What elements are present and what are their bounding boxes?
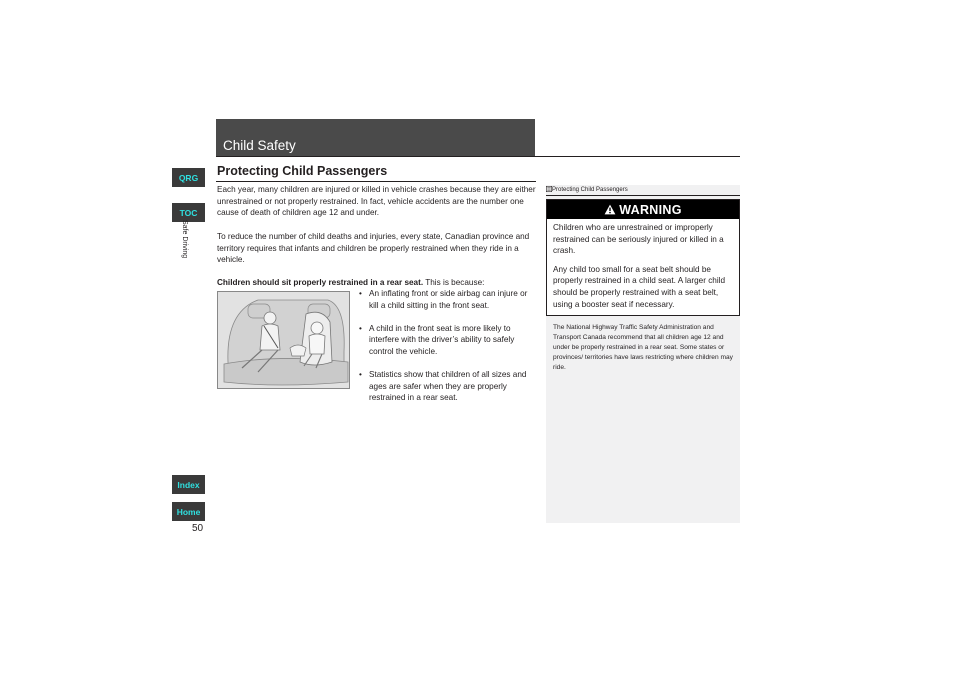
sidebar-reference — [546, 186, 740, 193]
list-item: • A child in the front seat is more likely to interfere with the driver’s ability to safely control the vehicle. — [359, 323, 537, 358]
heading-divider — [216, 181, 536, 182]
warning-box — [546, 199, 740, 316]
page-number: 50 — [192, 523, 204, 534]
warning-paragraph: Any child too small for a seat belt should be properly restrained in a child seat. A larger child should be properly restrained with a seat belt, using a booster seat if necessary. — [553, 264, 726, 309]
section-header — [216, 119, 535, 157]
rear-seat-drawing — [218, 292, 350, 389]
rear-seat-bold: Children should sit properly restrained in a rear seat. — [217, 278, 424, 287]
rear-seat-paragraph — [217, 277, 537, 289]
warning-paragraph: Children who are unrestrained or improperly restrained can be seriously injured or killed in a crash. — [553, 223, 724, 256]
home-button[interactable]: Home — [172, 502, 205, 521]
intro-paragraph: Each year, many children are injured or killed in vehicle crashes because they are either unrestrained or not properly restrained. In fact, vehicle accidents are the number one cause of death of children age 12 and under. — [217, 185, 536, 218]
recommendation-note: The National Highway Traffic Safety Administration and Transport Canada recommend that all children age 12 and under be properly restrained in a rear seat. Some states or provinces/ territories have laws restricting where children may ride. — [553, 324, 733, 371]
section-side-label: Safe Driving — [181, 220, 188, 259]
list-item: • Statistics show that children of all sizes and ages are safer when they are properly restrained in a rear seat. — [359, 369, 537, 404]
list-item: • An inflating front or side airbag can injure or kill a child sitting in the front seat. — [359, 288, 537, 311]
sidebar-reference-label: Protecting Child Passengers — [552, 187, 628, 193]
reasons-list — [359, 288, 537, 416]
section-title: Child Safety — [223, 138, 296, 153]
child-seat-illustration — [217, 291, 350, 389]
warning-triangle-icon — [604, 204, 616, 215]
law-paragraph: To reduce the number of child deaths and injuries, every state, Canadian province and territory requires that infants and children be properly restrained when they ride in a vehicle. — [217, 232, 530, 265]
qrg-button[interactable]: QRG — [172, 168, 205, 187]
warning-body — [547, 219, 739, 310]
toc-button[interactable]: TOC — [172, 203, 205, 222]
warning-header — [547, 200, 739, 219]
sidebar-divider — [546, 195, 740, 196]
section-divider — [216, 156, 740, 157]
page-heading: Protecting Child Passengers — [217, 164, 388, 178]
warning-title: WARNING — [619, 202, 682, 217]
index-button[interactable]: Index — [172, 475, 205, 494]
rear-seat-rest: This is because: — [423, 278, 485, 287]
